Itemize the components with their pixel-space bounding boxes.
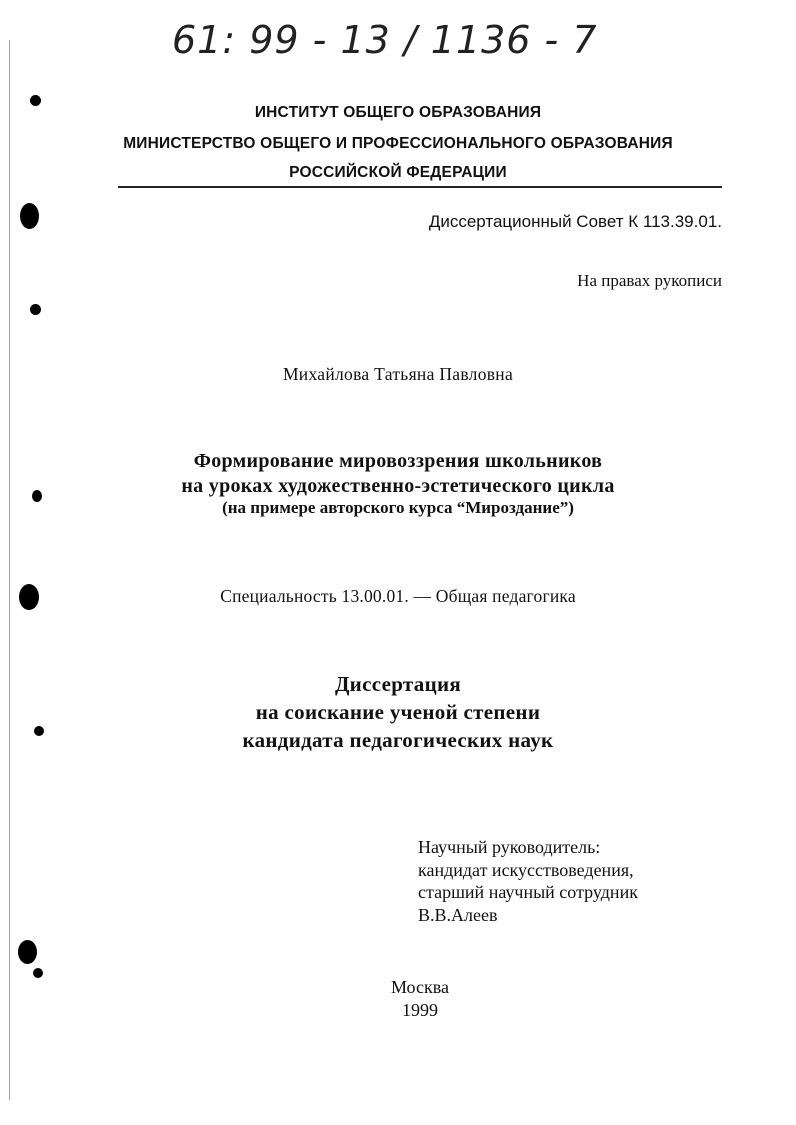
year: 1999 (402, 1000, 438, 1020)
degree-line-2: на соискание ученой степени (255, 700, 541, 724)
specialty: Специальность 13.00.01. — Общая педагогика (220, 586, 576, 606)
adviser-degree: кандидат искусствоведения, (418, 859, 634, 880)
manuscript-rights: На правах рукописи (577, 271, 722, 290)
dissertation-council: Диссертационный Совет К 113.39.01. (428, 212, 722, 231)
institution-line-2: МИНИСТЕРСТВО ОБЩЕГО И ПРОФЕССИОНАЛЬНОГО ОБРАЗОВАНИЯ (123, 135, 673, 152)
thesis-title-line-2: на уроках художественно-эстетического цикла (181, 475, 615, 497)
degree-block (0, 670, 796, 754)
header-divider (118, 186, 722, 188)
degree-line-3: кандидата педагогических наук (242, 728, 554, 752)
adviser-label: Научный руководитель: (418, 837, 601, 857)
punch-hole (20, 203, 39, 229)
scan-edge-line (9, 40, 10, 1100)
place-and-year (320, 976, 520, 1022)
degree-line-1: Диссертация (334, 672, 462, 696)
adviser-name: В.В.Алеев (418, 904, 498, 925)
institution-line-3: РОССИЙСКОЙ ФЕДЕРАЦИИ (289, 164, 507, 181)
scientific-adviser (418, 836, 638, 926)
handwritten-archive-number: 61: 99 - 13 / 1136 - 7 (172, 18, 598, 62)
thesis-title-line-1: Формирование мировоззрения школьников (193, 450, 603, 472)
institution-line-1: ИНСТИТУТ ОБЩЕГО ОБРАЗОВАНИЯ (254, 104, 542, 121)
punch-hole (18, 940, 37, 964)
city: Москва (391, 977, 449, 997)
thesis-title-line-3: (на примере авторского курса “Мироздание”) (222, 498, 574, 517)
adviser-position: старший научный сотрудник (418, 882, 638, 902)
punch-hole (30, 304, 41, 315)
punch-hole (33, 968, 43, 978)
author-name: Михайлова Татьяна Павловна (282, 364, 514, 384)
